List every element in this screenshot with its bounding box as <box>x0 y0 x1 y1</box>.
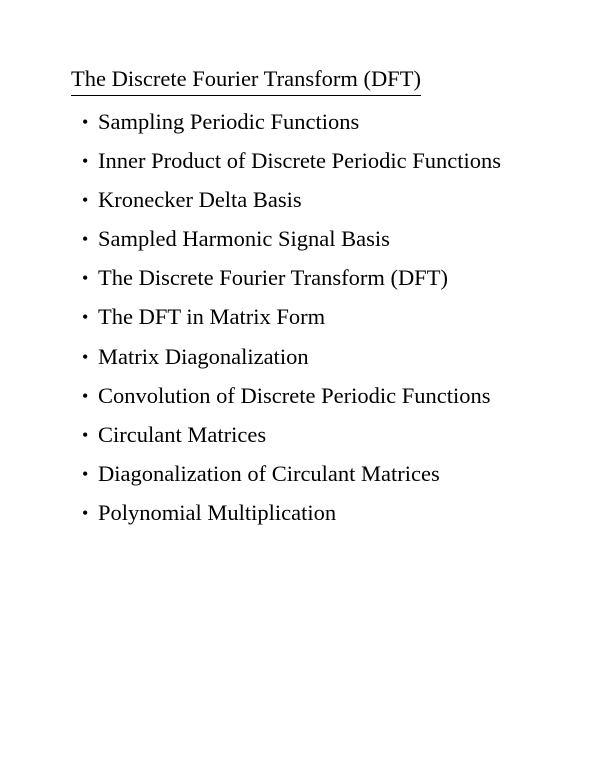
list-item <box>82 107 501 146</box>
bullet-icon: • <box>82 268 89 289</box>
list-item-text: Polynomial Multiplication <box>98 499 337 525</box>
bullet-icon: • <box>82 190 89 211</box>
list-item <box>82 420 501 459</box>
list-item-text: Sampling Periodic Functions <box>98 109 360 134</box>
bullet-icon: • <box>82 151 89 172</box>
list-item <box>82 224 501 263</box>
page-title: The Discrete Fourier Transform (DFT) <box>71 64 421 96</box>
list-item-text: Circulant Matrices <box>98 421 267 447</box>
list-item <box>82 185 501 224</box>
list-item <box>82 498 501 537</box>
list-item <box>82 302 501 341</box>
bullet-icon: • <box>82 346 89 367</box>
list-item <box>82 146 501 185</box>
list-item-text: Sampled Harmonic Signal Basis <box>98 226 390 252</box>
list-item <box>82 263 501 302</box>
bullet-icon: • <box>82 463 89 484</box>
list-item-text: The Discrete Fourier Transform (DFT) <box>98 265 448 291</box>
bullet-icon: • <box>82 307 89 328</box>
list-item <box>82 459 501 498</box>
bullet-icon: • <box>82 424 89 445</box>
list-item-text: The DFT in Matrix Form <box>98 304 326 330</box>
list-item-text: Inner Product of Discrete Periodic Functions <box>98 148 502 174</box>
list-item-text: Matrix Diagonalization <box>98 343 309 369</box>
list-item-text: Diagonalization of Circulant Matrices <box>98 460 440 486</box>
list-item <box>82 342 501 381</box>
bullet-icon: • <box>82 502 89 523</box>
topic-list <box>82 107 501 537</box>
list-item <box>82 381 501 420</box>
list-item-text: Convolution of Discrete Periodic Functions <box>98 382 491 408</box>
list-item-text: Kronecker Delta Basis <box>98 187 302 213</box>
bullet-icon: • <box>82 229 89 250</box>
bullet-icon: • <box>82 112 89 132</box>
bullet-icon: • <box>82 385 89 406</box>
